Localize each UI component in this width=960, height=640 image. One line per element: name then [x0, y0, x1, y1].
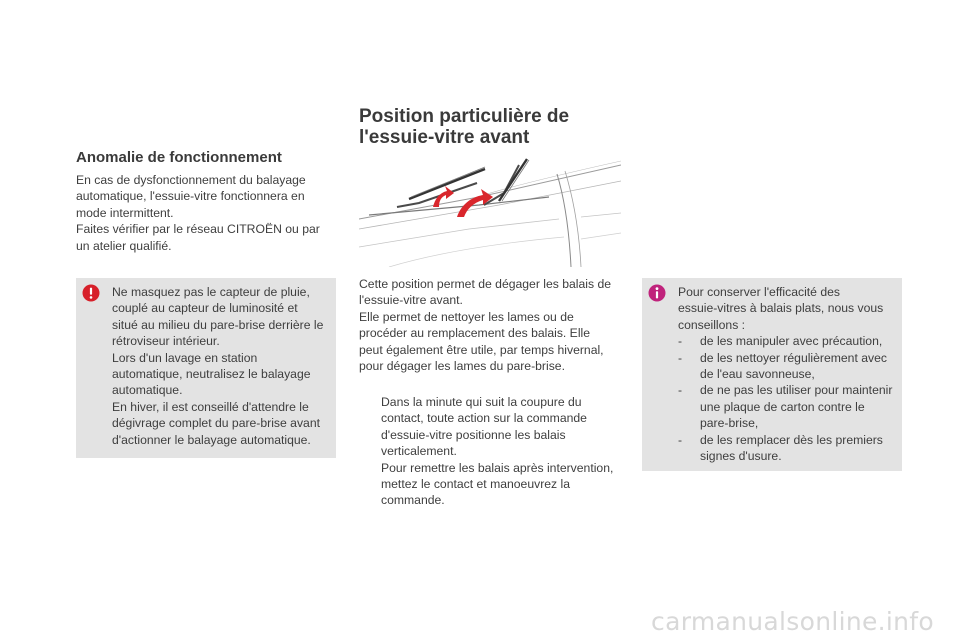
dash-marker: -: [678, 350, 683, 365]
text-line: de les nettoyer régulièrement avec: [700, 350, 887, 365]
windshield-wiper-illustration: [359, 157, 621, 267]
text-line: conseillons :: [678, 317, 746, 332]
text-line: pare-brise,: [700, 416, 759, 431]
text-line: contact, toute action sur la commande: [381, 411, 587, 426]
text-line: Ne masquez pas le capteur de pluie,: [112, 285, 310, 299]
text-line: signes d'usure.: [700, 449, 782, 464]
info-text: [678, 284, 900, 464]
text-line: verticalement.: [381, 444, 457, 459]
text-line: automatique.: [112, 383, 183, 398]
warning-exclamation-icon: [82, 284, 100, 302]
text-line: Faites vérifier par le réseau CITROËN ou par: [76, 222, 320, 237]
anomalie-paragraph: [76, 172, 331, 254]
section-heading-anomalie: Anomalie de fonctionnement: [76, 149, 282, 166]
text-line: situé au milieu du pare-brise derrière le: [112, 317, 324, 332]
text-line: mode intermittent.: [76, 205, 174, 220]
text-line: En cas de dysfonctionnement du balayage: [76, 173, 306, 187]
text-line: une plaque de carton contre le: [700, 399, 865, 414]
list-item: [678, 350, 900, 383]
heading-line: Position particulière de: [359, 106, 570, 127]
list-item: [678, 382, 900, 431]
text-line: En hiver, il est conseillé d'attendre le: [112, 399, 309, 414]
text-line: automatique, l'essuie-vitre fonctionnera en: [76, 189, 305, 204]
text-line: Elle permet de nettoyer les lames ou de: [359, 309, 574, 324]
text-line: Dans la minute qui suit la coupure du: [381, 395, 582, 409]
text-line: Pour conserver l'efficacité des: [678, 285, 840, 299]
text-line: commande.: [381, 493, 445, 508]
text-line: d'essuie-vitre positionne les balais: [381, 427, 566, 442]
list-item: [678, 432, 900, 465]
text-line: l'essuie-vitre avant.: [359, 293, 463, 308]
text-line: un atelier qualifié.: [76, 238, 172, 253]
text-line: Pour remettre les balais après intervention,: [381, 460, 614, 475]
text-line: rétroviseur intérieur.: [112, 334, 220, 349]
text-line: couplé au capteur de luminosité et: [112, 301, 298, 316]
dash-marker: -: [678, 383, 683, 398]
list-item: [359, 460, 623, 509]
text-line: peut également être utile, par temps hivernal,: [359, 342, 604, 357]
warning-box: [76, 278, 336, 458]
heading-line: l'essuie-vitre avant: [359, 127, 530, 148]
dash-marker: -: [678, 432, 683, 447]
list-item: [678, 333, 900, 349]
info-box: [642, 278, 902, 471]
text-line: de ne pas les utiliser pour maintenir: [700, 383, 893, 398]
watermark: carmanualsonline.info: [651, 607, 934, 636]
text-line: Lors d'un lavage en station: [112, 350, 258, 365]
text-line: de l'eau savonneuse,: [700, 367, 815, 382]
warning-text: [112, 284, 323, 448]
position-paragraph: [359, 276, 623, 374]
text-line: automatique, neutralisez le balayage: [112, 367, 311, 382]
text-line: de les manipuler avec précaution,: [700, 334, 883, 349]
text-line: de les remplacer dès les premiers: [700, 432, 883, 447]
steps-list: [359, 394, 623, 509]
text-line: procéder au remplacement des balais. Elle: [359, 326, 591, 341]
text-line: pour dégager les lames du pare-brise.: [359, 359, 565, 374]
text-line: essuie-vitres à balais plats, nous vous: [678, 301, 884, 316]
list-item: [359, 394, 623, 460]
text-line: Cette position permet de dégager les balais de: [359, 277, 612, 291]
section-heading-position: [359, 106, 569, 148]
dash-marker: -: [678, 334, 683, 349]
info-icon: [648, 284, 666, 302]
text-line: d'actionner le balayage automatique.: [112, 432, 311, 447]
text-line: mettez le contact et manoeuvrez la: [381, 477, 571, 492]
text-line: dégivrage complet du pare-brise avant: [112, 416, 320, 431]
